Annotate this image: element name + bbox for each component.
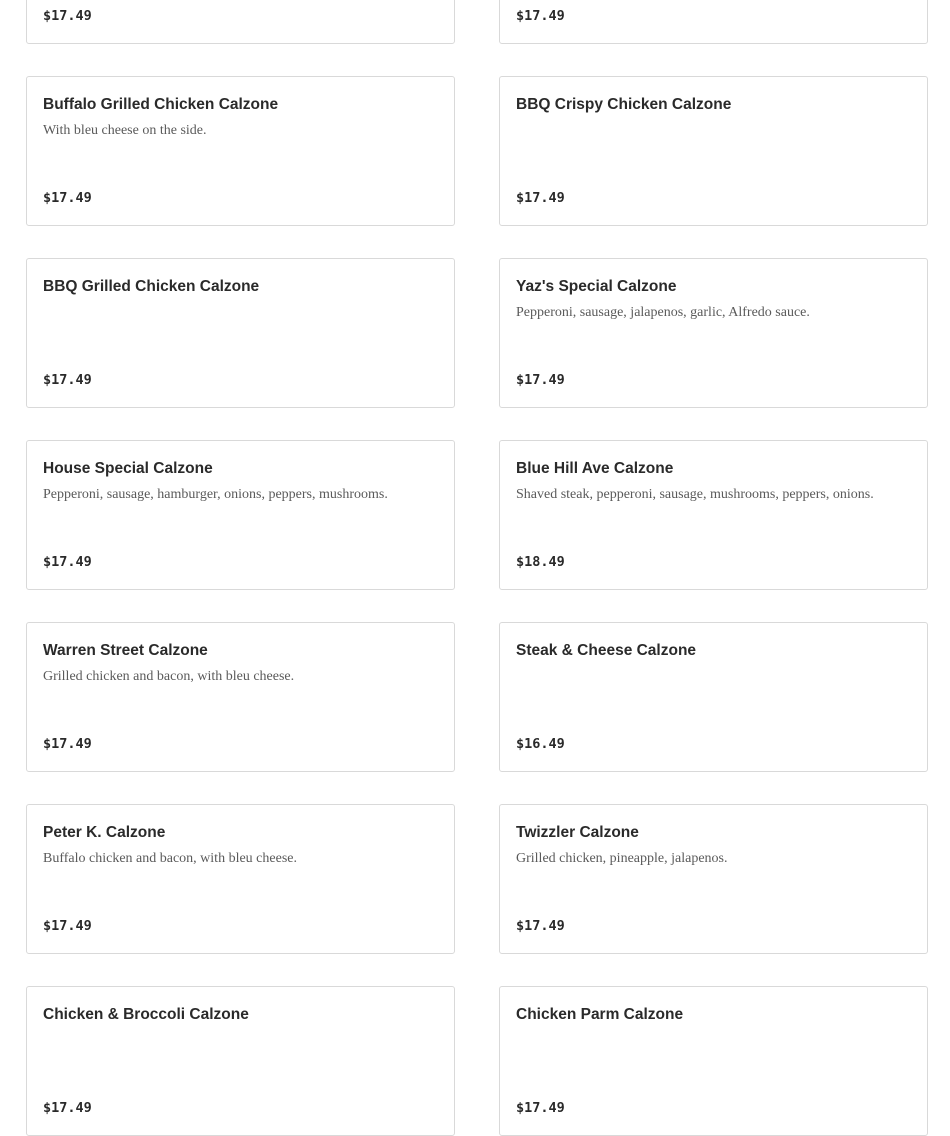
menu-item-price: $17.49 bbox=[516, 8, 565, 24]
menu-item-card[interactable] bbox=[26, 0, 455, 44]
menu-item-card[interactable] bbox=[499, 440, 928, 590]
menu-item-grid bbox=[26, 0, 928, 1136]
menu-item-name: Yaz's Special Calzone bbox=[516, 278, 677, 295]
menu-item-price: $17.49 bbox=[516, 372, 565, 388]
menu-item-name: Peter K. Calzone bbox=[43, 824, 166, 841]
menu-item-card[interactable] bbox=[26, 76, 455, 226]
menu-item-name: House Special Calzone bbox=[43, 460, 213, 477]
menu-item-card[interactable] bbox=[26, 440, 455, 590]
menu-item-description: Pepperoni, sausage, jalapenos, garlic, Alfredo sauce. bbox=[516, 305, 810, 320]
menu-item-description: Buffalo chicken and bacon, with bleu cheese. bbox=[43, 851, 297, 866]
menu-item-price: $17.49 bbox=[516, 918, 565, 934]
menu-item-price: $18.49 bbox=[516, 554, 565, 570]
menu-item-card[interactable] bbox=[26, 258, 455, 408]
menu-item-card[interactable] bbox=[499, 622, 928, 772]
menu-item-name: BBQ Crispy Chicken Calzone bbox=[516, 96, 732, 113]
menu-item-description: Pepperoni, sausage, hamburger, onions, peppers, mushrooms. bbox=[43, 487, 388, 502]
menu-item-card[interactable] bbox=[499, 804, 928, 954]
menu-item-price: $17.49 bbox=[43, 1100, 92, 1116]
menu-item-price: $17.49 bbox=[43, 190, 92, 206]
menu-item-card[interactable] bbox=[26, 622, 455, 772]
menu-item-card[interactable] bbox=[499, 76, 928, 226]
menu-item-name: Chicken & Broccoli Calzone bbox=[43, 1006, 249, 1023]
menu-item-price: $16.49 bbox=[516, 736, 565, 752]
menu-item-name: Chicken Parm Calzone bbox=[516, 1006, 684, 1023]
menu-item-name: BBQ Grilled Chicken Calzone bbox=[43, 278, 260, 295]
menu-item-price: $17.49 bbox=[43, 736, 92, 752]
menu-item-name: Blue Hill Ave Calzone bbox=[516, 460, 674, 477]
menu-item-description: With bleu cheese on the side. bbox=[43, 123, 207, 138]
menu-item-name: Buffalo Grilled Chicken Calzone bbox=[43, 96, 279, 113]
menu-item-description: Grilled chicken and bacon, with bleu cheese. bbox=[43, 669, 295, 684]
menu-item-card[interactable] bbox=[499, 0, 928, 44]
menu-item-price: $17.49 bbox=[516, 1100, 565, 1116]
menu-item-card[interactable] bbox=[499, 258, 928, 408]
menu-item-price: $17.49 bbox=[43, 8, 92, 24]
menu-item-name: Twizzler Calzone bbox=[516, 824, 639, 841]
menu-item-name: Steak & Cheese Calzone bbox=[516, 642, 697, 659]
menu-item-description: Shaved steak, pepperoni, sausage, mushrooms, peppers, onions. bbox=[516, 487, 874, 502]
menu-item-card[interactable] bbox=[26, 986, 455, 1136]
menu-item-card[interactable] bbox=[499, 986, 928, 1136]
menu-item-card[interactable] bbox=[26, 804, 455, 954]
menu-item-description: Grilled chicken, pineapple, jalapenos. bbox=[516, 851, 728, 866]
menu-item-price: $17.49 bbox=[516, 190, 565, 206]
menu-item-price: $17.49 bbox=[43, 554, 92, 570]
menu-item-price: $17.49 bbox=[43, 372, 92, 388]
menu-item-price: $17.49 bbox=[43, 918, 92, 934]
menu-item-name: Warren Street Calzone bbox=[43, 642, 208, 659]
